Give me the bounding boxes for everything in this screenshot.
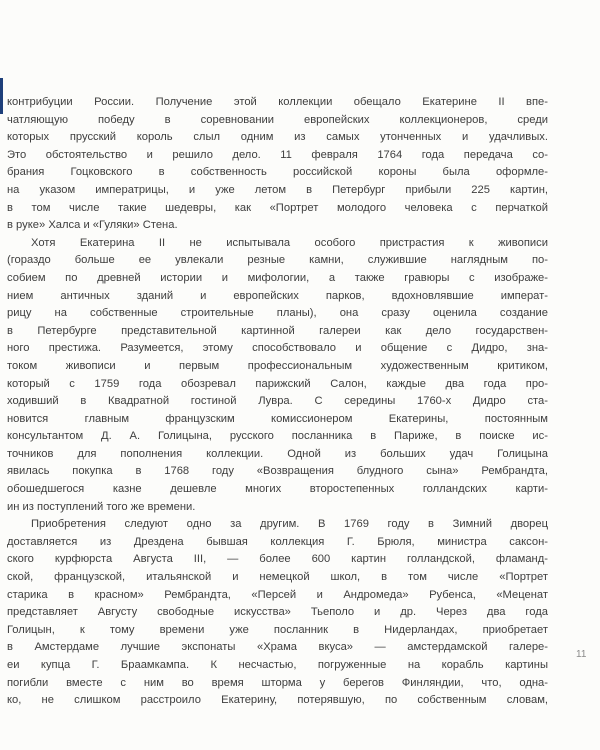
page-number: 11 [576, 649, 587, 660]
text-line: Хотя Екатерина II не испытывала особого пристрастия к живописи [31, 236, 548, 249]
text-line: которых прусский король слыл одним из самых утонченных и удачливых. [7, 131, 548, 144]
text-line: старика в красном» Рембрандта, «Персей и Андромеда» Рубенса, «Меценат [7, 588, 548, 601]
text-line: еи купца Г. Браамкампа. К несчастью, погруженные на корабль картины [7, 659, 548, 671]
text-line: ин из поступлений того же времени. [7, 500, 196, 513]
text-line: ской, французской, итальянской и немецкой школ, в том числе «Портрет [7, 571, 548, 584]
text-line: током живописи и первым профессиональным художественным критиком, [7, 359, 548, 372]
text-line: контрибуции России. Получение этой коллекции обещало Екатерине II впе- [7, 96, 548, 108]
text-line: собием по древней истории и мифологии, а также гравюры с изображе- [7, 271, 548, 284]
text-line: Это обстоятельство и решило дело. 11 февраля 1764 года передача со- [7, 148, 548, 161]
body-text [7, 94, 548, 710]
text-line: доставляется из Дрездена бывшая коллекция Г. Брюля, министра саксон- [7, 535, 548, 548]
text-line: который с 1759 года обозревал парижский Салон, каждые два года про- [7, 377, 548, 390]
text-line: в руке» Халса и «Гуляки» Стена. [7, 219, 178, 232]
text-line: (гораздо больше ее увлекали резные камни, служившие наглядным по- [7, 254, 548, 267]
text-line: ного престижа. Разумеется, этому способствовало и общение с Дидро, зна- [7, 342, 548, 355]
text-line: погибли вместе с ним во время шторма у берегов Финляндии, что, одна- [7, 676, 548, 689]
text-line: на указом императрицы, и уже летом в Петербург прибыли 225 картин, [7, 183, 548, 196]
text-line: точников для пополнения коллекции. Одной из больших удач Голицына [7, 447, 548, 460]
text-line: нием античных зданий и европейских парков, вдохновлявшие императ- [7, 289, 548, 302]
text-line: рицу на собственные строительные планы), она сразу оценила создание [7, 307, 548, 320]
text-line: обошедшегося казне дешевле многих второстепенных голландских карти- [7, 483, 548, 496]
text-line: ходивший в Квадратной гостиной Лувра. С середины 1760-х Дидро ста- [7, 395, 548, 408]
text-line: Голицын, к тому времени уже посланник в Нидерландах, приобретает [7, 623, 548, 636]
text-line: чатляющую победу в соревновании европейских коллекционеров, среди [7, 113, 548, 126]
text-line: новится главным французским комиссионером Екатерины, постоянным [7, 412, 548, 425]
text-line: ского курфюрста Августа III, — более 600 картин голландской, фламанд- [7, 553, 548, 566]
text-line: явилась покупка в 1768 году «Возвращения блудного сына» Рембрандта, [7, 465, 548, 478]
text-line: представляет Августу свободные искусства» Тьеполо и др. Через два года [7, 606, 548, 619]
text-line: в Петербурге представительной картинной галереи как дело государствен- [7, 324, 548, 337]
text-line: Приобретения следуют одно за другим. В 1769 году в Зимний дворец [31, 518, 548, 531]
text-line: брания Гоцковского в собственность российской короны была оформле- [7, 166, 548, 179]
text-line: в Амстердаме лучшие экспонаты «Храма вкуса» — амстердамской галере- [7, 641, 548, 654]
text-line: в том числе такие шедевры, как «Портрет молодого человека с перчаткой [7, 201, 548, 214]
text-line: консультантом Д. А. Голицына, русского посланника в Париже, в поиске ис- [7, 430, 548, 443]
page-edge-mark [0, 78, 3, 114]
text-line: ко, не слишком расстроило Екатерину, потерявшую, по собственным словам, [7, 694, 548, 707]
